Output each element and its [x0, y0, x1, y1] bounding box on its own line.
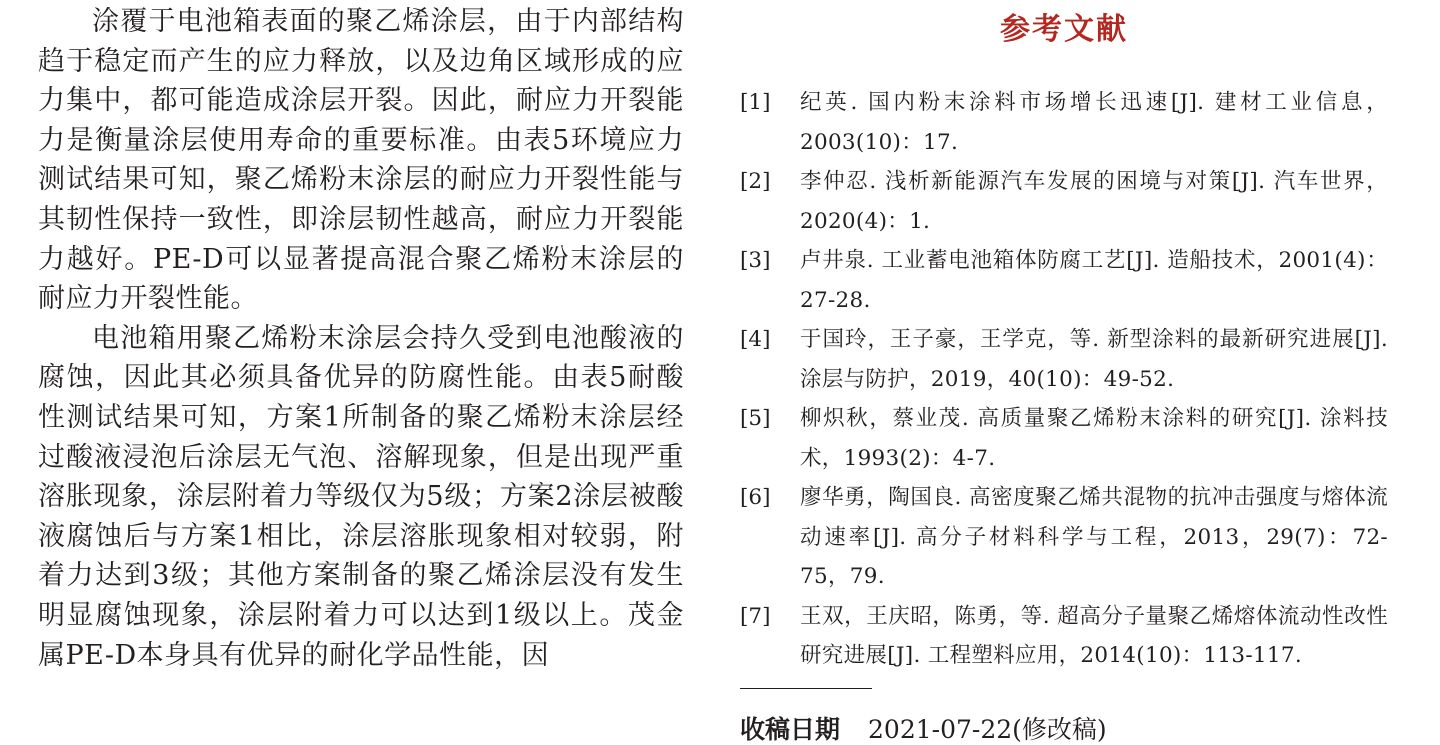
reference-item — [740, 478, 1388, 597]
reference-number: [5] — [740, 406, 771, 431]
reference-text: 柳炽秋，蔡业茂. 高质量聚乙烯粉末涂料的研究[J]. 涂料技术，1993(2)：4-7. — [800, 406, 1388, 471]
reference-number: [4] — [740, 327, 771, 352]
reference-number: [2] — [740, 169, 771, 194]
reference-item — [740, 320, 1388, 399]
reference-number: [6] — [740, 485, 771, 510]
reference-item — [740, 597, 1388, 676]
reference-item — [740, 162, 1388, 241]
reference-item — [740, 399, 1388, 478]
reference-number: [1] — [740, 90, 771, 115]
reference-number: [3] — [740, 248, 771, 273]
reference-item — [740, 83, 1388, 162]
reference-text: 廖华勇，陶国良. 高密度聚乙烯共混物的抗冲击强度与熔体流动速率[J]. 高分子材料科学与工程，2013，29(7)：72-75，79. — [800, 485, 1388, 589]
references-divider — [740, 688, 872, 689]
reference-text: 于国玲，王子豪，王学克，等. 新型涂料的最新研究进展[J]. 涂层与防护，2019，40(10)：49-52. — [800, 327, 1388, 392]
reference-text: 纪英. 国内粉末涂料市场增长迅速[J]. 建材工业信息，2003(10)：17. — [800, 90, 1388, 155]
reference-text: 王双，王庆昭，陈勇，等. 超高分子量聚乙烯熔体流动性改性研究进展[J]. 工程塑料应用，2014(10)：113-117. — [800, 603, 1388, 668]
reference-number: [7] — [740, 603, 771, 629]
references-column — [740, 0, 1388, 745]
reference-list — [740, 83, 1388, 676]
reference-text: 李仲忍. 浅析新能源汽车发展的困境与对策[J]. 汽车世界，2020(4)：1. — [800, 169, 1388, 234]
references-heading: 参考文献 — [1000, 12, 1128, 47]
received-date-value: 2021-07-22(修改稿) — [868, 714, 1107, 744]
received-date-label: 收稿日期 — [740, 714, 841, 744]
body-paragraph-stress-cracking: 涂覆于电池箱表面的聚乙烯涂层，由于内部结构趋于稳定而产生的应力释放，以及边角区域形成的应力集中，都可能造成涂层开裂。因此，耐应力开裂能力是衡量涂层使用寿命的重要标准。由表5环境应力测试结果可知，聚乙烯粉末涂层的耐应力开裂性能与其韧性保持一致性，即涂层韧性越高，耐应力开裂能力越好。PE-D可以显著提高混合聚乙烯粉末涂层的耐应力开裂性能。 — [38, 6, 684, 315]
reference-item — [740, 241, 1388, 320]
reference-text: 卢井泉. 工业蓄电池箱体防腐工艺[J]. 造船技术，2001(4)：27-28. — [800, 248, 1388, 313]
received-date-line — [740, 715, 1388, 745]
body-paragraph-acid-resistance: 电池箱用聚乙烯粉末涂层会持久受到电池酸液的腐蚀，因此其必须具备优异的防腐性能。由表5耐酸性测试结果可知，方案1所制备的聚乙烯粉末涂层经过酸液浸泡后涂层无气泡、溶解现象，但是出现严重溶胀现象，涂层附着力等级仅为5级；方案2涂层被酸液腐蚀后与方案1相比，涂层溶胀现象相对较弱，附着力达到3级；其他方案制备的聚乙烯涂层没有发生明显腐蚀现象，涂层附着力可以达到1级以上。茂金属PE-D本身具有优异的耐化学品性能，因 — [38, 322, 684, 671]
body-text-column — [38, 0, 684, 675]
